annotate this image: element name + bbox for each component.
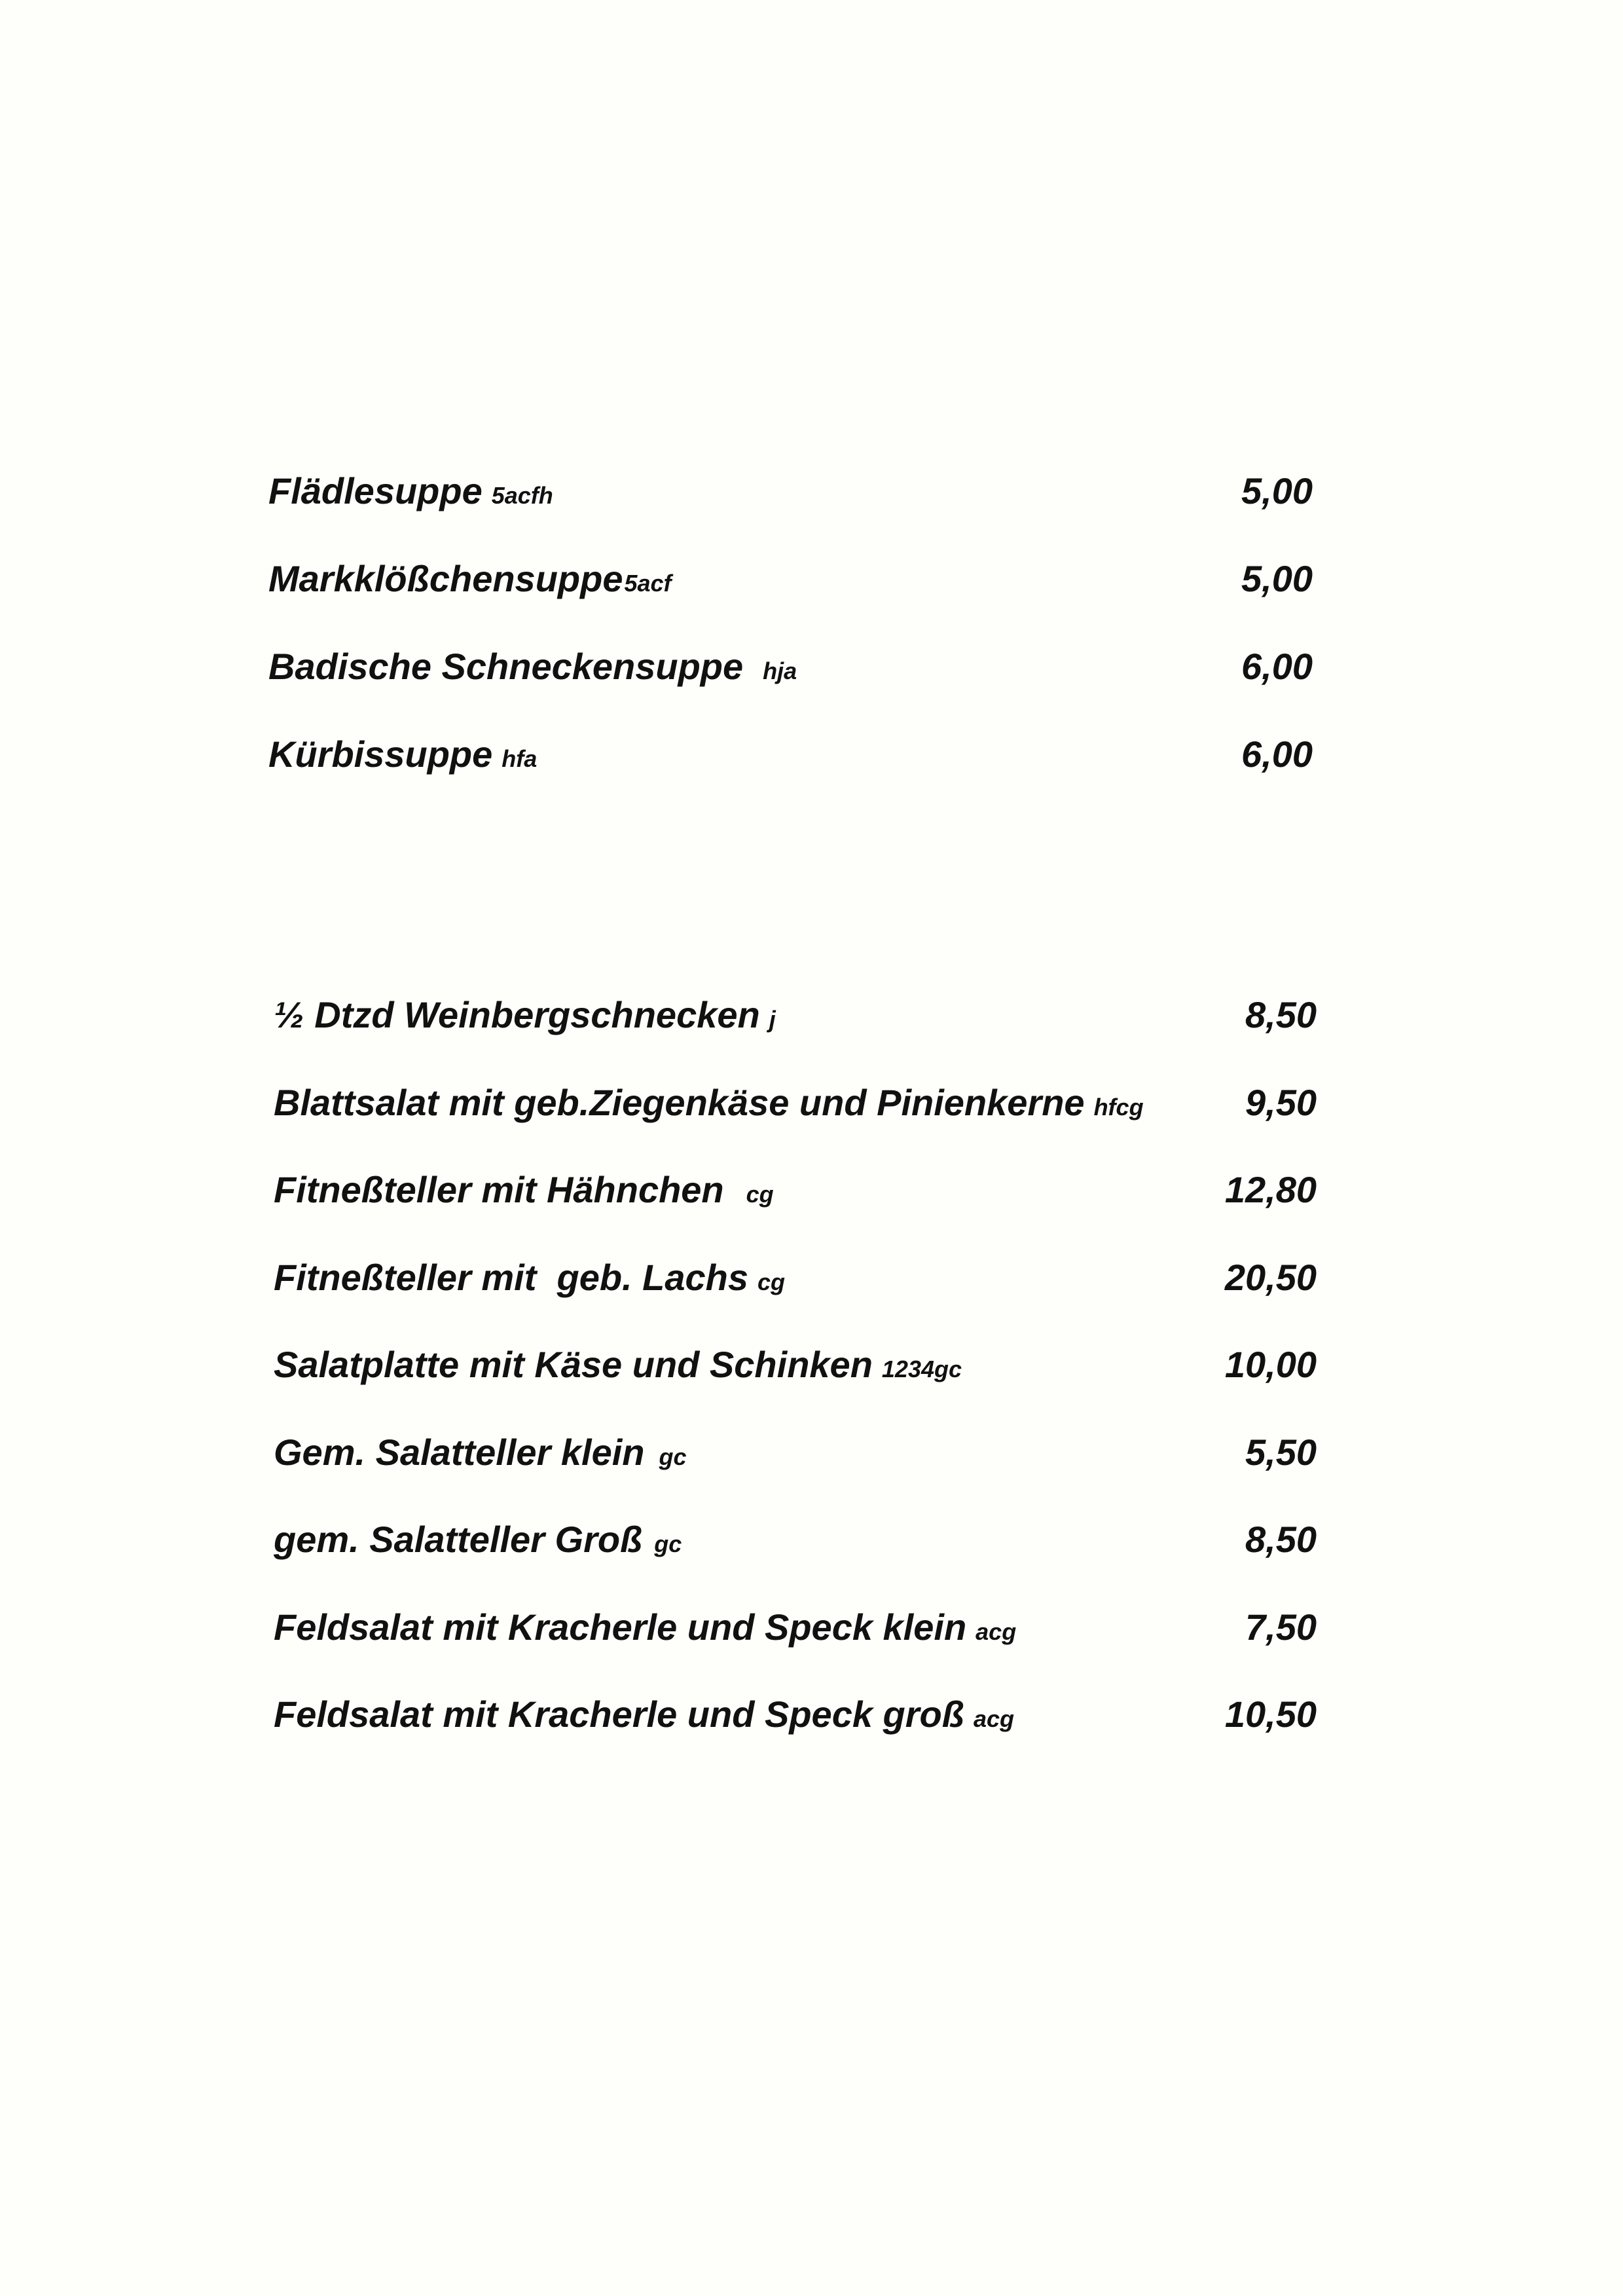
- item-name: ½ Dtzd Weinbergschnecken j: [274, 994, 776, 1035]
- item-name: Badische Schneckensuppe hja: [268, 646, 797, 687]
- item-name: Feldsalat mit Kracherle und Speck groß acg: [274, 1694, 1014, 1735]
- item-name: Salatplatte mit Käse und Schinken 1234gc: [274, 1344, 962, 1385]
- menu-item: [268, 728, 1313, 816]
- allergen-code: 5acf: [624, 570, 672, 597]
- allergen-code: 5acfh: [491, 482, 553, 509]
- menu-item: [268, 1426, 1317, 1514]
- allergen-code: 1234gc: [881, 1356, 962, 1382]
- item-price: 12,80: [1224, 1169, 1317, 1210]
- allergen-code: acg: [976, 1618, 1017, 1645]
- allergen-code: gc: [654, 1530, 682, 1557]
- item-name: Feldsalat mit Kracherle und Speck klein acg: [274, 1606, 1017, 1648]
- menu-item: [268, 1688, 1317, 1776]
- allergen-code: hfcg: [1093, 1093, 1144, 1120]
- item-name: Kürbissuppe hfa: [268, 733, 538, 775]
- item-name: Gem. Salatteller klein gc: [274, 1431, 687, 1473]
- menu-item: [268, 640, 1313, 728]
- allergen-code: hja: [763, 657, 797, 684]
- item-name: gem. Salatteller Groß gc: [274, 1519, 682, 1560]
- item-name: Blattsalat mit geb.Ziegenkäse und Pinienkerne hfcg: [274, 1081, 1144, 1123]
- salads-section: [268, 989, 1317, 1776]
- allergen-code: hfa: [501, 745, 538, 772]
- item-price: 7,50: [1245, 1606, 1317, 1648]
- item-name: Flädlesuppe 5acfh: [268, 470, 553, 511]
- item-price: 9,50: [1245, 1081, 1317, 1123]
- soups-section: [268, 465, 1313, 816]
- allergen-code: gc: [659, 1443, 687, 1470]
- item-price: 10,00: [1224, 1344, 1317, 1385]
- menu-item: [268, 1164, 1317, 1251]
- item-name: Fitneßteller mit geb. Lachs cg: [274, 1256, 786, 1298]
- menu-item: [268, 989, 1317, 1077]
- item-name: Fitneßteller mit Hähnchen cg: [274, 1169, 774, 1210]
- item-price: 8,50: [1245, 994, 1317, 1035]
- menu-item: [268, 553, 1313, 640]
- item-price: 5,50: [1245, 1431, 1317, 1473]
- menu-item: [268, 465, 1313, 553]
- item-price: 5,00: [1241, 558, 1313, 599]
- item-price: 6,00: [1241, 733, 1313, 775]
- menu-item: [268, 1251, 1317, 1339]
- item-price: 6,00: [1241, 646, 1313, 687]
- item-price: 8,50: [1245, 1519, 1317, 1560]
- item-price: 20,50: [1224, 1256, 1317, 1298]
- item-price: 10,50: [1224, 1694, 1317, 1735]
- menu-item: [268, 1077, 1317, 1164]
- allergen-code: cg: [746, 1181, 774, 1208]
- item-price: 5,00: [1241, 470, 1313, 511]
- menu-item: [268, 1339, 1317, 1426]
- allergen-code: j: [769, 1006, 776, 1033]
- item-name: Markklößchensuppe5acf: [268, 558, 672, 599]
- menu-item: [268, 1513, 1317, 1601]
- menu-item: [268, 1601, 1317, 1689]
- allergen-code: cg: [757, 1268, 786, 1295]
- allergen-code: acg: [973, 1705, 1014, 1732]
